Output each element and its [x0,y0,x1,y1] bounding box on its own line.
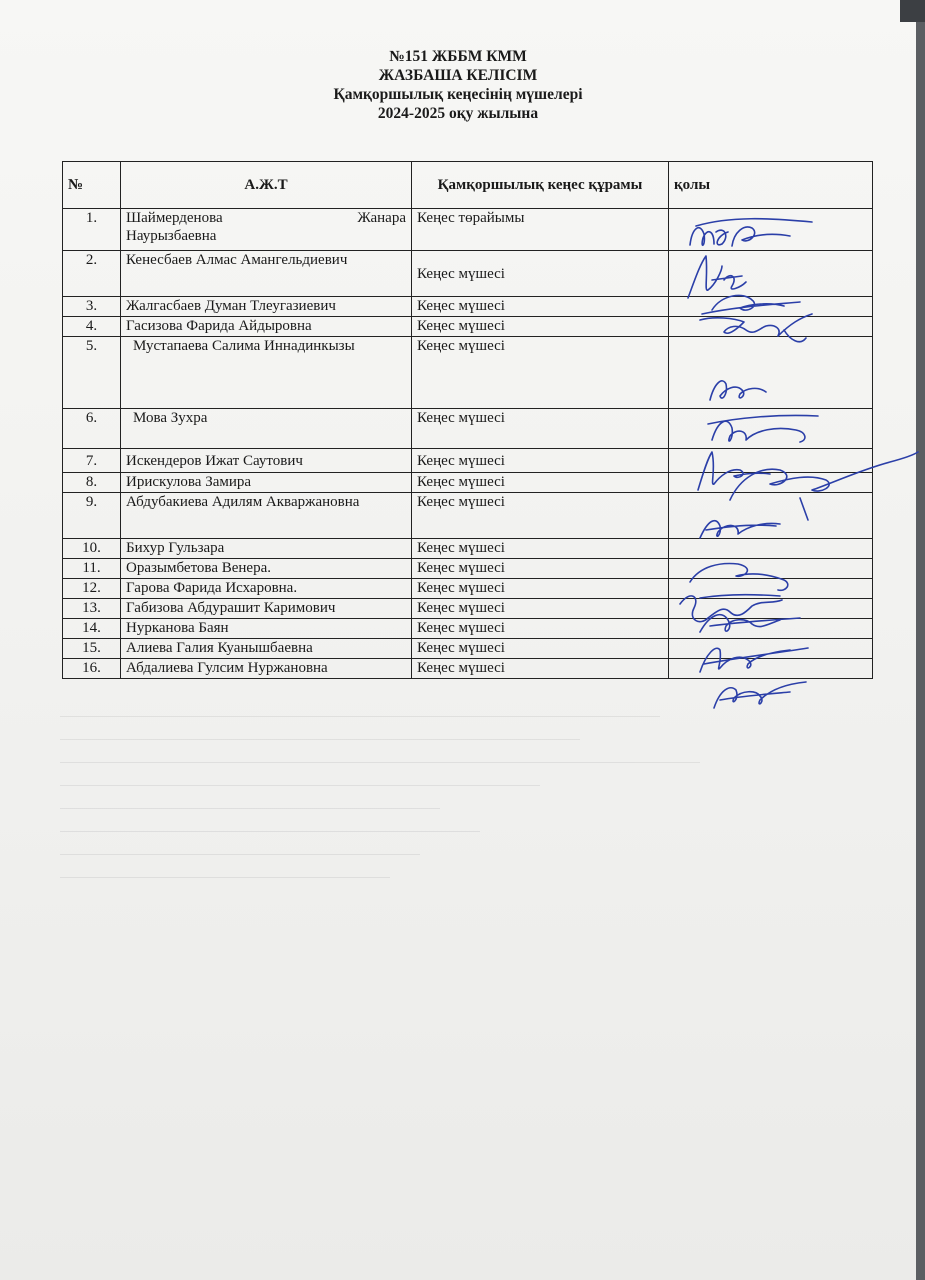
column-header-signature: қолы [669,162,873,209]
member-name: Искендеров Ижат Саутович [121,449,412,473]
signature-cell [669,297,873,317]
column-header-number: № [63,162,121,209]
member-role: Кеңес мүшесі [412,639,669,659]
member-name: Алиева Галия Куанышбаевна [121,639,412,659]
member-role: Кеңес мүшесі [412,539,669,559]
table-row [63,337,873,409]
member-name: Абдалиева Гулсим Нуржановна [121,659,412,679]
column-header-name: А.Ж.Т [121,162,412,209]
table-row [63,449,873,473]
member-role: Кеңес мүшесі [412,659,669,679]
table-row [63,251,873,297]
signature-cell [669,209,873,251]
signature-cell [669,639,873,659]
row-number: 1. [63,209,121,251]
member-role: Кеңес мүшесі [412,579,669,599]
signature-cell [669,579,873,599]
member-name-part: Жанара [357,210,406,226]
member-role: Кеңес мүшесі [412,251,669,297]
column-header-role: Қамқоршылық кеңес құрамы [412,162,669,209]
member-role: Кеңес мүшесі [412,449,669,473]
member-name: Ирискулова Замира [121,473,412,493]
member-name: Мова Зухра [121,409,412,449]
members-table [62,161,873,679]
signature-cell [669,409,873,449]
signature-cell [669,317,873,337]
row-number: 15. [63,639,121,659]
member-name [121,209,412,251]
table-header-row [63,162,873,209]
signature-cell [669,251,873,297]
member-role: Кеңес мүшесі [412,409,669,449]
signature-cell [669,539,873,559]
background-corner [900,0,925,22]
signature-cell [669,559,873,579]
member-name: Габизова Абдурашит Каримович [121,599,412,619]
member-name: Жалгасбаев Думан Тлеугазиевич [121,297,412,317]
table-row [63,559,873,579]
row-number: 3. [63,297,121,317]
signature-cell [669,619,873,639]
member-role: Кеңес мүшесі [412,297,669,317]
bleed-through-texture [60,700,750,930]
member-role: Кеңес мүшесі [412,619,669,639]
row-number: 2. [63,251,121,297]
table-row [63,473,873,493]
row-number: 10. [63,539,121,559]
member-name-part: Наурызбаевна [126,228,217,244]
member-name: Гарова Фарида Исхаровна. [121,579,412,599]
member-name: Абдубакиева Адилям Акваржановна [121,493,412,539]
table-row [63,619,873,639]
academic-year: 2024-2025 оқу жылына [377,105,539,122]
table-row [63,579,873,599]
signature-cell [669,337,873,409]
row-number: 12. [63,579,121,599]
table-row [63,539,873,559]
table-row [63,317,873,337]
signature-cell [669,493,873,539]
table-row [63,659,873,679]
row-number: 8. [63,473,121,493]
member-role: Кеңес мүшесі [412,317,669,337]
row-number: 14. [63,619,121,639]
table-row [63,409,873,449]
member-name: Оразымбетова Венера. [121,559,412,579]
row-number: 9. [63,493,121,539]
member-role: Кеңес мүшесі [412,337,669,409]
table-row [63,639,873,659]
signature-cell [669,599,873,619]
member-name: Гасизова Фарида Айдыровна [121,317,412,337]
table-row [63,209,873,251]
council-title: Қамқоршылық кеңесінің мүшелері [333,86,583,103]
background-edge [916,0,925,1280]
member-role: Кеңес мүшесі [412,599,669,619]
member-role: Кеңес мүшесі [412,559,669,579]
row-number: 16. [63,659,121,679]
table-row [63,599,873,619]
document-title: ЖАЗБАША КЕЛІСІМ [378,67,538,84]
table-row [63,493,873,539]
member-role: Кеңес мүшесі [412,473,669,493]
member-name: Кенесбаев Алмас Амангельдиевич [121,251,412,297]
member-role: Кеңес мүшесі [412,493,669,539]
member-role: Кеңес төрайымы [412,209,669,251]
table-row [63,297,873,317]
row-number: 5. [63,337,121,409]
signature-cell [669,659,873,679]
school-title: №151 ЖББМ КММ [389,48,527,65]
signature-cell [669,449,873,473]
member-name: Бихур Гульзара [121,539,412,559]
row-number: 6. [63,409,121,449]
signature-cell [669,473,873,493]
member-name: Мустапаева Салима Иннадинкызы [121,337,412,409]
member-name-part: Шаймерденова [126,210,223,226]
row-number: 11. [63,559,121,579]
row-number: 4. [63,317,121,337]
row-number: 7. [63,449,121,473]
member-name: Нурканова Баян [121,619,412,639]
row-number: 13. [63,599,121,619]
document-header [0,47,916,123]
